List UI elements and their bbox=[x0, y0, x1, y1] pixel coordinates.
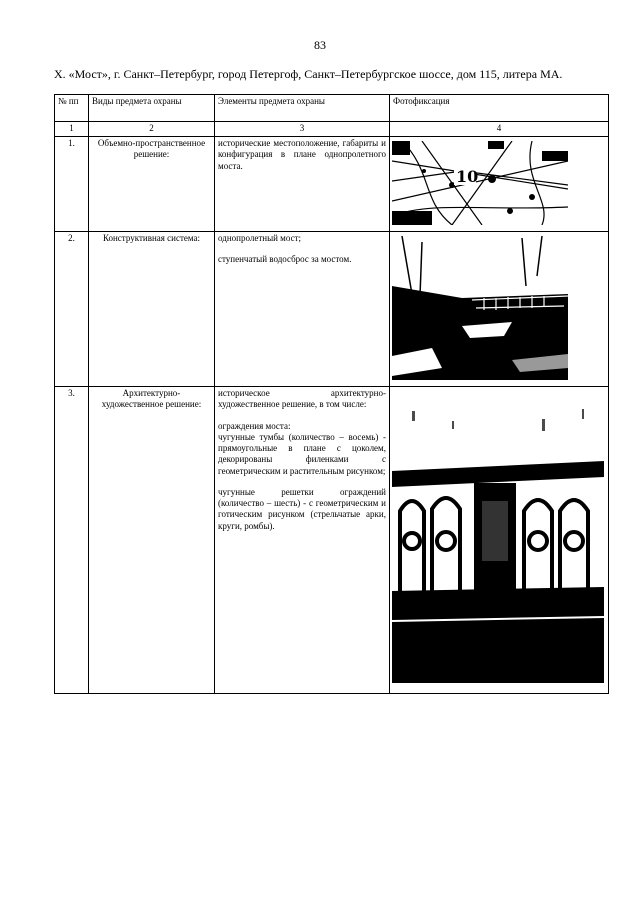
element-text: чугунные решетки ограждений (количество – шесть) - с геометрическим и готическим рисунком (стрельчатые арки, круги, ромбы). bbox=[218, 486, 386, 531]
header-photo: Фотофиксация bbox=[390, 95, 609, 122]
row-number: 2. bbox=[55, 232, 89, 387]
header-number: № пп bbox=[55, 95, 89, 122]
page-number: 83 bbox=[314, 38, 326, 52]
row-type: Объемно-пространственное решение: bbox=[89, 137, 215, 232]
column-number: 4 bbox=[390, 122, 609, 137]
row-type: Конструктивная система: bbox=[89, 232, 215, 387]
row-elements bbox=[215, 232, 390, 387]
column-number: 1 bbox=[55, 122, 89, 137]
element-text: однопролетный мост; bbox=[218, 233, 302, 243]
element-text: историческое архитектурно-художественное решение, в том числе: bbox=[218, 388, 386, 410]
row-elements bbox=[215, 387, 390, 694]
column-number: 3 bbox=[215, 122, 390, 137]
bridge-photo-image bbox=[392, 236, 568, 380]
element-text: чугунные тумбы (количество – восемь) - прямоугольные в плане с цоколем, декорированы филенками с геометрическим и растительным рисунком; bbox=[218, 431, 386, 476]
map-fragment-image bbox=[392, 141, 568, 225]
row-photo bbox=[390, 232, 609, 387]
table-row bbox=[55, 387, 609, 694]
row-number: 3. bbox=[55, 387, 89, 694]
row-elements bbox=[215, 137, 390, 232]
cast-iron-railing-photo-image bbox=[392, 391, 604, 683]
row-type: Архитектурно-художественное решение: bbox=[89, 387, 215, 694]
column-number: 2 bbox=[89, 122, 215, 137]
row-photo bbox=[390, 137, 609, 232]
table-header-row bbox=[55, 95, 609, 122]
page-heading: X. «Мост», г. Санкт–Петербург, город Петергоф, Санкт–Петербургское шоссе, дом 115, литера МА. bbox=[54, 67, 563, 81]
row-photo bbox=[390, 387, 609, 694]
protection-table bbox=[54, 94, 609, 694]
element-text: исторические местоположение, габариты и конфигурация в плане однопролетного моста. bbox=[218, 138, 386, 171]
element-text: ограждения моста: bbox=[218, 420, 291, 431]
element-text: ступенчатый водосброс за мостом. bbox=[218, 254, 352, 265]
table-row bbox=[55, 232, 609, 387]
row-number: 1. bbox=[55, 137, 89, 232]
header-elements: Элементы предмета охраны bbox=[215, 95, 390, 122]
column-number-row bbox=[55, 122, 609, 137]
map-label: 10 bbox=[456, 167, 479, 186]
table-row bbox=[55, 137, 609, 232]
header-type: Виды предмета охраны bbox=[89, 95, 215, 122]
